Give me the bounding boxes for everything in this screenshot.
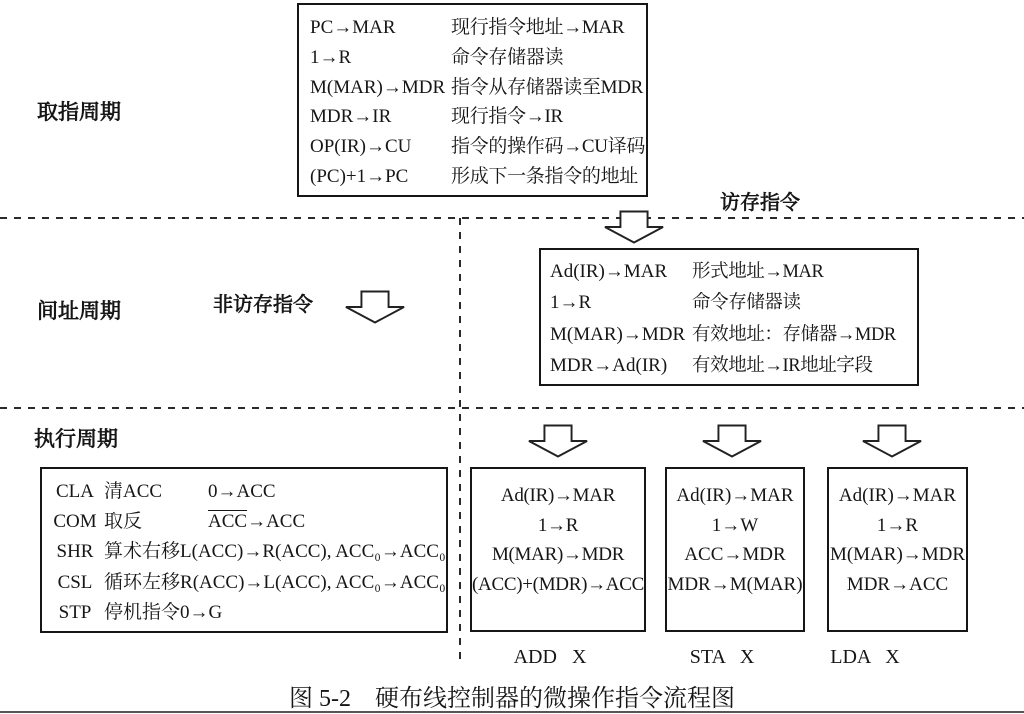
- memory-instruction-label: 访存指令: [720, 192, 800, 214]
- indirect-cycle-label: 间址周期: [37, 299, 121, 323]
- micro-op-formula: PC→MAR: [310, 16, 396, 38]
- micro-op-desc: 有效地址：存储器→MDR: [692, 324, 896, 345]
- flow-arrow-down-icon: [344, 289, 406, 325]
- micro-op-formula: M(MAR)→MDR: [310, 76, 446, 98]
- exec-op-row: [46, 506, 444, 533]
- execute-add-box: [470, 467, 646, 632]
- exec-op-row: [46, 536, 444, 563]
- micro-op-row: [550, 320, 915, 346]
- flow-arrow-down-icon: [603, 209, 665, 245]
- exec-op-row: [46, 597, 444, 624]
- micro-op-row: [310, 161, 642, 188]
- micro-op-formula: 1→R: [550, 292, 592, 314]
- micro-op-formula: [208, 481, 276, 503]
- micro-op-row: [310, 42, 642, 69]
- non-memory-instruction-label: 非访存指令: [213, 294, 313, 316]
- op-name: 清ACC: [104, 481, 163, 503]
- flow-arrow-down-icon: [701, 423, 763, 459]
- micro-op-formula: [180, 602, 222, 624]
- micro-op-row: [310, 72, 642, 99]
- exec-op-row: [46, 476, 444, 503]
- fetch-indirect-separator-line: [0, 217, 1024, 219]
- op-name: 算术右移: [104, 541, 181, 563]
- micro-op-formula: [180, 572, 446, 594]
- micro-op-formula: 1→R: [310, 46, 352, 68]
- add-instruction-label: ADD X: [513, 646, 587, 668]
- micro-op-desc: 指令从存储器读至MDR: [451, 76, 643, 98]
- mnemonic: CLA: [56, 481, 94, 503]
- micro-op-formula: M(MAR)→MDR: [491, 544, 625, 566]
- micro-op-formula: (ACC)+(MDR)→ACC: [472, 574, 644, 596]
- micro-op-row: [550, 351, 915, 377]
- formula-part: →ACC: [247, 511, 306, 533]
- micro-op-formula: 1→W: [711, 514, 759, 536]
- micro-op-formula: MDR→IR: [310, 106, 392, 128]
- mnemonic: STP: [58, 601, 92, 623]
- flow-arrow-down-icon: [527, 423, 589, 459]
- fetch-cycle-box: [297, 3, 648, 197]
- micro-op-row: [550, 257, 915, 283]
- lda-instruction-label: LDA X: [830, 646, 900, 668]
- micro-op-desc: 有效地址→IR地址字段: [692, 355, 873, 376]
- execute-non-memory-box: [40, 467, 448, 633]
- micro-op-formula: [180, 541, 446, 563]
- mnemonic: SHR: [56, 541, 94, 563]
- overline-part: $\overline{ACC}$: [208, 511, 248, 533]
- micro-op-formula: M(MAR)→MDR: [550, 323, 686, 345]
- micro-op-desc: 形式地址→MAR: [692, 262, 824, 283]
- micro-op-formula: Ad(IR)→MAR: [500, 484, 616, 506]
- mnemonic: CSL: [57, 571, 93, 593]
- micro-op-desc: 现行指令→IR: [451, 106, 563, 128]
- micro-op-row: [310, 131, 646, 158]
- flow-arrow-down-icon: [861, 423, 923, 459]
- execute-lda-box: [827, 467, 968, 632]
- micro-op-formula: Ad(IR)→MAR: [550, 261, 668, 283]
- formula-part: 0→ACC: [208, 481, 276, 503]
- micro-op-formula: MDR→M(MAR): [667, 574, 803, 596]
- micro-op-formula: M(MAR)→MDR: [829, 544, 966, 566]
- op-name: 停机指令: [104, 601, 181, 623]
- micro-op-row: [310, 12, 642, 39]
- micro-op-desc: 命令存储器读: [692, 293, 801, 314]
- execute-cycle-label: 执行周期: [34, 427, 118, 451]
- micro-op-desc: 形成下一条指令的地址: [451, 166, 639, 188]
- execute-sta-box: [665, 467, 805, 632]
- micro-op-formula: 1→R: [876, 514, 919, 536]
- op-name: 取反: [104, 511, 143, 533]
- indirect-cycle-box: [539, 248, 919, 386]
- micro-op-formula: OP(IR)→CU: [310, 136, 412, 158]
- micro-op-formula: Ad(IR)→MAR: [838, 484, 957, 506]
- figure-caption: 图 5-2 硬布线控制器的微操作指令流程图: [289, 686, 735, 712]
- formula-part: R(ACC)→L(ACC), ACC₀→ACC₀: [180, 571, 446, 593]
- micro-op-desc: 指令的操作码→CU译码: [451, 136, 646, 158]
- micro-op-desc: 现行指令地址→MAR: [451, 16, 625, 38]
- micro-op-row: [310, 101, 642, 128]
- formula-part: 0→G: [180, 601, 223, 623]
- micro-op-formula: MDR→ACC: [846, 574, 949, 596]
- op-name: 循环左移: [104, 571, 181, 593]
- exec-op-row: [46, 567, 444, 594]
- micro-op-formula: MDR→Ad(IR): [550, 354, 668, 376]
- micro-op-formula: ACC→MDR: [684, 544, 786, 566]
- sta-instruction-label: STA X: [689, 646, 755, 668]
- micro-op-row: [550, 288, 915, 314]
- fetch-cycle-label: 取指周期: [37, 100, 121, 124]
- mnemonic: COM: [53, 511, 97, 533]
- indirect-execute-separator-line: [0, 407, 1024, 409]
- formula-part: L(ACC)→R(ACC), ACC₀→ACC₀: [180, 541, 446, 563]
- micro-op-formula: Ad(IR)→MAR: [676, 484, 794, 506]
- micro-op-formula: [208, 511, 305, 533]
- micro-op-formula: 1→R: [537, 514, 579, 536]
- micro-op-formula: (PC)+1→PC: [310, 166, 409, 188]
- micro-op-desc: 命令存储器读: [451, 46, 564, 68]
- branch-separator-line: [459, 218, 461, 660]
